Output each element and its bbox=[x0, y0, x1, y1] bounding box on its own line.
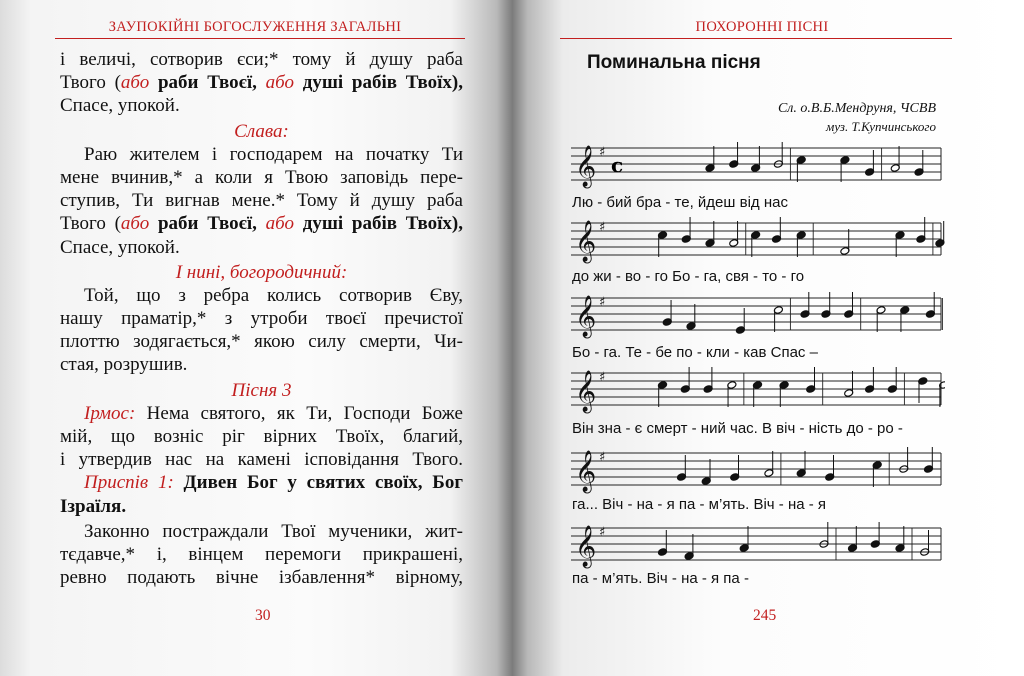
treble-clef-icon: 𝄞 bbox=[575, 526, 597, 567]
right-page-number: 245 bbox=[753, 607, 777, 624]
key-signature-sharp-icon: ♯ bbox=[599, 525, 606, 540]
text-line: Раю жителем і господарем на початку Ти bbox=[84, 143, 463, 165]
music-staff bbox=[565, 445, 945, 497]
key-signature-sharp-icon: ♯ bbox=[599, 370, 606, 385]
song-title: Поминальна пісня bbox=[587, 52, 761, 73]
right-page bbox=[512, 0, 1024, 676]
text-line: Той, що з ребра колись сотворив Єву, bbox=[84, 284, 463, 306]
text-line: Твого (або раби Твоєї, або душі рабів Твоїх), bbox=[60, 213, 463, 235]
lyrics-line: до жи - во - го Бо - га, свя - то - го bbox=[572, 268, 805, 285]
text-line: Ізраїля. bbox=[60, 495, 127, 517]
text-line: Приспів 1: Дивен Бог у святих своїх, Бог bbox=[84, 472, 463, 494]
right-running-head: ПОХОРОННІ ПІСНІ bbox=[695, 19, 829, 35]
time-signature-icon: c bbox=[611, 153, 624, 177]
left-body-text bbox=[60, 48, 463, 589]
text-line: мене вчинив,* а коли я Твою заповідь пере- bbox=[60, 166, 463, 188]
music-staff bbox=[565, 140, 945, 192]
credit-words: Сл. о.В.Б.Мендруня, ЧСВВ bbox=[777, 101, 936, 116]
key-signature-sharp-icon: ♯ bbox=[599, 450, 606, 465]
section-heading-pisnia: Пісня 3 bbox=[231, 379, 292, 401]
treble-clef-icon: 𝄞 bbox=[575, 296, 597, 337]
lyrics-line: Лю - бий бра - те, йдеш від нас bbox=[572, 194, 788, 211]
credit-music: муз. Т.Купчинського bbox=[826, 119, 936, 134]
lyrics-line: па - м’ять. Віч - на - я па - bbox=[572, 570, 749, 587]
music-staff bbox=[565, 290, 945, 342]
text-line: Твого (або раби Твоєї, або душі рабів Твоїх), bbox=[60, 72, 463, 94]
text-line: ступив, Ти вигнав мене.* Тому й душу раба bbox=[60, 190, 463, 212]
key-signature-sharp-icon: ♯ bbox=[599, 220, 606, 235]
text-line: і величі, сотворив єси;* тому й душу раба bbox=[60, 49, 463, 70]
section-heading-i-nyni: І нині, богородичний: bbox=[175, 261, 348, 283]
music-staff bbox=[565, 365, 945, 417]
text-line: плоттю зодягається,* якою силу смерти, Чи- bbox=[60, 331, 463, 353]
left-running-head: ЗАУПОКІЙНІ БОГОСЛУЖЕННЯ ЗАГАЛЬНІ bbox=[108, 19, 402, 35]
text-line: і утвердив нас на камені ісповідання Твого. bbox=[60, 449, 463, 471]
text-line: Спасе, упокой. bbox=[60, 95, 180, 117]
left-page-number: 30 bbox=[255, 607, 271, 624]
lyrics-line: Він зна - є смерт - ний час. В віч - ність до - ро - bbox=[572, 420, 903, 437]
treble-clef-icon: 𝄞 bbox=[575, 221, 597, 262]
text-line: Законно постраждали Твої мученики, жит- bbox=[84, 520, 463, 542]
text-line: тєдавче,* і, вінцем перемоги прикрашені, bbox=[60, 543, 463, 565]
text-line: мій, що возніс ріг вірних Твоїх, благий, bbox=[60, 426, 463, 447]
key-signature-sharp-icon: ♯ bbox=[599, 145, 606, 160]
text-line: Спасе, упокой. bbox=[60, 236, 180, 258]
treble-clef-icon: 𝄞 bbox=[575, 371, 597, 412]
text-line: ревно подають вічне ізбавлення* вірному, bbox=[60, 567, 463, 589]
lyrics-line: Бо - га. Те - бе по - кли - кав Спас – bbox=[572, 344, 818, 361]
music-staff bbox=[565, 520, 945, 572]
text-line: стая, розрушив. bbox=[60, 354, 188, 376]
right-head-rule bbox=[560, 38, 952, 39]
left-head-rule bbox=[55, 38, 465, 39]
key-signature-sharp-icon: ♯ bbox=[599, 295, 606, 310]
treble-clef-icon: 𝄞 bbox=[575, 451, 597, 492]
treble-clef-icon: 𝄞 bbox=[575, 146, 597, 187]
section-heading-slava: Слава: bbox=[234, 120, 289, 142]
music-staff bbox=[565, 215, 945, 267]
lyrics-line: га... Віч - на - я па - м’ять. Віч - на - я bbox=[572, 496, 827, 513]
text-line: нашу праматір,* з утроби твоєї пречистої bbox=[60, 308, 463, 330]
text-line: Ірмос: Нема святого, як Ти, Господи Боже bbox=[84, 402, 463, 424]
